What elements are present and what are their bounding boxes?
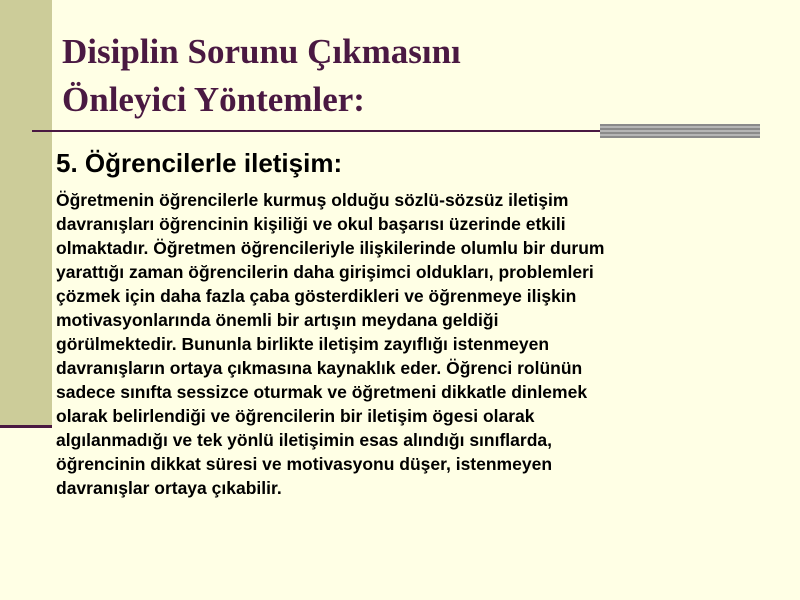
body-line: görülmektedir. Bununla birlikte iletişim zayıflığı istenmeyen (56, 334, 550, 354)
left-decorative-bar (0, 0, 52, 425)
body-line: olarak belirlendiği ve öğrencilerin bir iletişim ögesi olarak (56, 406, 535, 426)
body-line: yarattığı zaman öğrencilerin daha girişimci oldukları, problemleri (56, 262, 594, 282)
section-heading: 5. Öğrencilerle iletişim: (56, 148, 343, 178)
left-bar-underline (0, 425, 52, 428)
title-line-2: Önleyici Yöntemler: (62, 80, 365, 119)
body-line: davranışları öğrencinin kişiliği ve okul başarısı üzerinde etkili (56, 214, 566, 234)
body-line: motivasyonlarında önemli bir artışın meydana geldiği (56, 310, 499, 330)
title-accent-bar (600, 124, 760, 138)
body-line: çözmek için daha fazla çaba gösterdikleri ve öğrenmeye ilişkin (56, 286, 577, 306)
body-line: davranışların ortaya çıkmasına kaynaklık eder. Öğrenci rolünün (56, 358, 583, 378)
body-line: öğrencinin dikkat süresi ve motivasyonu düşer, istenmeyen (56, 454, 553, 474)
body-line: davranışlar ortaya çıkabilir. (56, 478, 282, 498)
body-line: Öğretmenin öğrencilerle kurmuş olduğu sözlü-sözsüz iletişim (56, 190, 569, 210)
body-line: algılanmadığı ve tek yönlü iletişimin esas alındığı sınıflarda, (56, 430, 552, 450)
slide-title (62, 28, 762, 124)
title-line-1: Disiplin Sorunu Çıkmasını (62, 32, 461, 71)
body-paragraph (56, 188, 776, 500)
body-line: olmaktadır. Öğretmen öğrencileriyle ilişkilerinde olumlu bir durum (56, 238, 605, 258)
body-line: sadece sınıfta sessizce oturmak ve öğretmeni dikkatle dinlemek (56, 382, 588, 402)
